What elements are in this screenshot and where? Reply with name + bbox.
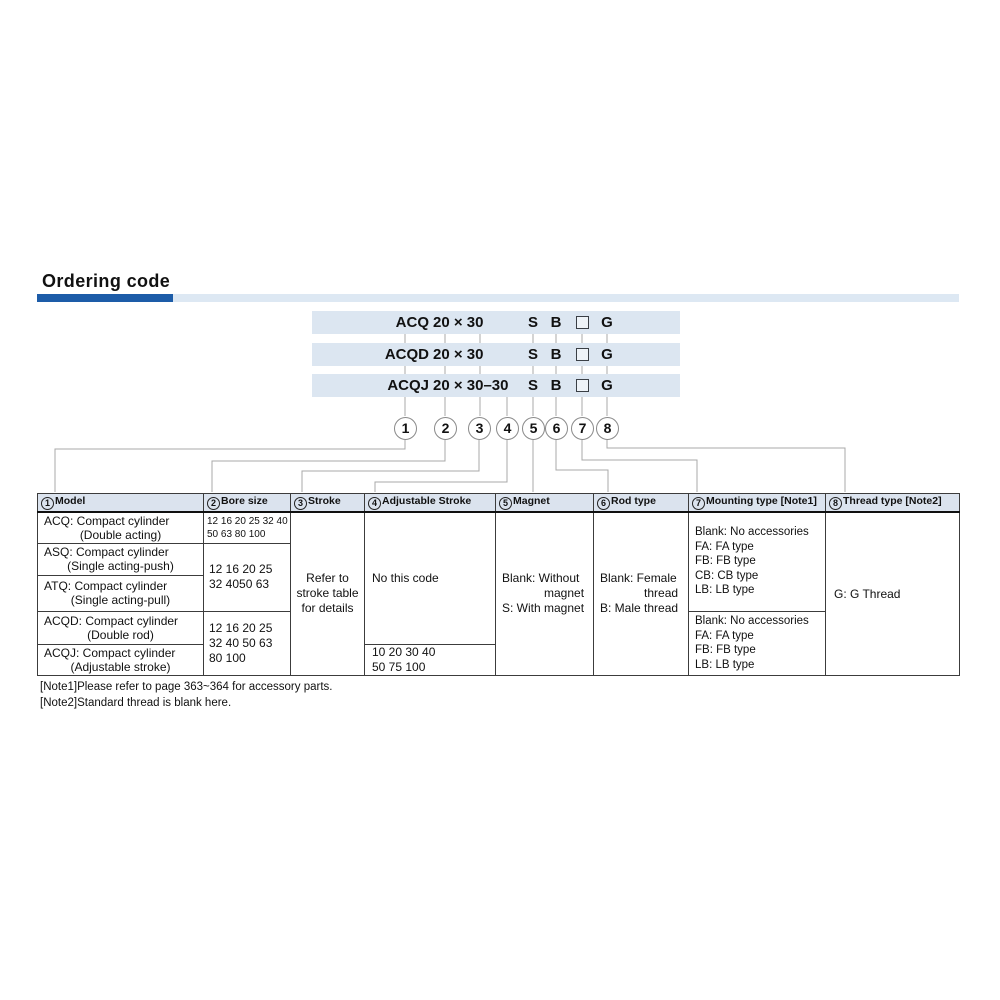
header-adjustable-stroke: 4 Adjustable Stroke	[365, 494, 496, 512]
code-model: ACQ	[395, 314, 429, 331]
mounting-lower-cell: Blank: No accessories FA: FA type FB: FB type LB: LB type	[689, 611, 826, 675]
header-thread-type: 8 Thread type [Note2]	[826, 494, 960, 512]
rod-type-cell: Blank: Female thread B: Male thread	[594, 512, 689, 676]
code-model: ACQJ	[387, 377, 429, 394]
callout-circle-8: 8	[596, 417, 619, 440]
code-magnet: S	[527, 314, 538, 331]
circled-number-icon: 6	[597, 497, 610, 510]
table-row	[38, 512, 960, 544]
ordering-code-table	[37, 493, 960, 676]
table-header-row	[38, 494, 960, 512]
model-acqj-cell: ACQJ: Compact cylinder (Adjustable stroke)	[38, 644, 204, 675]
callout-circle-3: 3	[468, 417, 491, 440]
code-size: 20 × 30–30	[433, 377, 509, 394]
code-magnet: S	[527, 346, 538, 363]
adjustable-stroke-none-cell: No this code	[365, 512, 496, 645]
bore-acq-cell: 12 16 20 25 32 40 50 63 80 100	[204, 512, 291, 544]
header-rod-type: 6 Rod type	[594, 494, 689, 512]
code-thread: G	[601, 377, 613, 394]
mounting-upper-cell: Blank: No accessories FA: FA type FB: FB type CB: CB type LB: LB type	[689, 512, 826, 612]
header-mounting-type: 7 Mounting type [Note1]	[689, 494, 826, 512]
circled-number-icon: 4	[368, 497, 381, 510]
stroke-cell: Refer to stroke table for details	[291, 512, 365, 676]
circled-number-icon: 2	[207, 497, 220, 510]
callout-circle-1: 1	[394, 417, 417, 440]
adjustable-stroke-values-cell: 10 20 30 40 50 75 100	[365, 644, 496, 675]
magnet-cell: Blank: Without magnet S: With magnet	[496, 512, 594, 676]
code-rod: B	[550, 314, 562, 331]
callout-circle-5: 5	[522, 417, 545, 440]
code-magnet: S	[527, 377, 538, 394]
header-stroke: 3 Stroke	[291, 494, 365, 512]
code-rod: B	[550, 377, 562, 394]
circled-number-icon: 7	[692, 497, 705, 510]
model-acq-cell: ACQ: Compact cylinder (Double acting)	[38, 512, 204, 544]
circled-number-icon: 3	[294, 497, 307, 510]
note-1: [Note1]Please refer to page 363~364 for accessory parts.	[40, 681, 333, 693]
thread-type-cell: G: G Thread	[826, 512, 960, 676]
callout-circle-6: 6	[545, 417, 568, 440]
callout-circle-2: 2	[434, 417, 457, 440]
note-2: [Note2]Standard thread is blank here.	[40, 697, 232, 709]
code-size: 20 × 30	[433, 346, 484, 363]
callout-circle-4: 4	[496, 417, 519, 440]
code-size: 20 × 30	[433, 314, 484, 331]
model-asq-cell: ASQ: Compact cylinder (Single acting-push)	[38, 543, 204, 575]
code-thread: G	[601, 346, 613, 363]
model-acqd-cell: ACQD: Compact cylinder (Double rod)	[38, 611, 204, 644]
code-model: ACQD	[384, 346, 429, 363]
circled-number-icon: 1	[41, 497, 54, 510]
bore-asq-atq-cell: 12 16 20 25 32 4050 63	[204, 543, 291, 611]
circled-number-icon: 5	[499, 497, 512, 510]
header-bore-size: 2 Bore size	[204, 494, 291, 512]
header-model: 1 Model	[38, 494, 204, 512]
header-magnet: 5 Magnet	[496, 494, 594, 512]
page-title: Ordering code	[42, 271, 171, 291]
bore-acqd-acqj-cell: 12 16 20 25 32 40 50 63 80 100	[204, 611, 291, 675]
model-atq-cell: ATQ: Compact cylinder (Single acting-pull)	[38, 575, 204, 611]
circled-number-icon: 8	[829, 497, 842, 510]
callout-circle-7: 7	[571, 417, 594, 440]
code-rod: B	[550, 346, 562, 363]
code-thread: G	[601, 314, 613, 331]
